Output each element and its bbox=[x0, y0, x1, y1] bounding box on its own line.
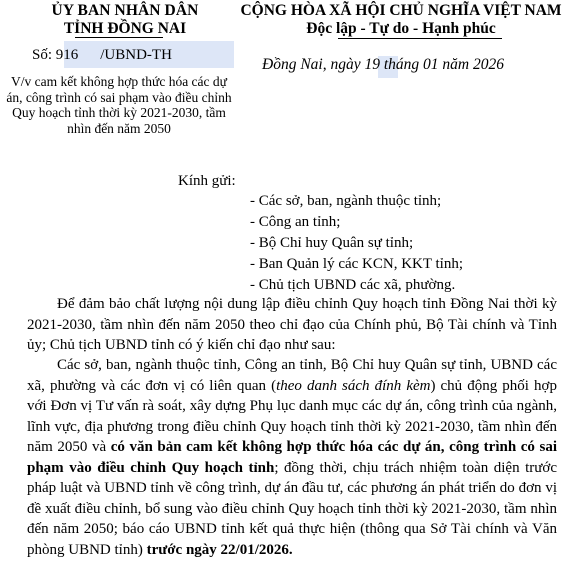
greeting: Kính gửi: bbox=[178, 173, 236, 189]
national-heading bbox=[228, 2, 574, 38]
national-motto: Độc lập - Tự do - Hạnh phúc bbox=[306, 20, 496, 37]
place-and-date bbox=[262, 55, 504, 75]
nation-name: CỘNG HÒA XÃ HỘI CHỦ NGHĨA VIỆT NAM bbox=[240, 2, 562, 19]
p2-text-3: ) chủ động phối hợp với Đơn vị Tư vấn rà soát, xây dựng Phụ lục danh mục các dự án, công trình của ngành, lĩnh vực, địa phương trong điều chỉnh Quy hoạch tỉnh thời kỳ 2021-2030, tầm nhìn đến năm 2050 và bbox=[27, 377, 557, 455]
body-paragraph-1: Để đảm bảo chất lượng nội dung lập điều chỉnh Quy hoạch tỉnh Đồng Nai thời kỳ 2021-2030, tầm nhìn đến năm 2050 theo chỉ đạo của Chính phủ, Bộ Tài chính và Tỉnh ủy; Chủ tịch UBND tỉnh có ý kiến chỉ đạo như sau: bbox=[27, 296, 557, 353]
recipient-item: - Công an tỉnh; bbox=[250, 214, 341, 230]
motto-underline bbox=[338, 38, 502, 39]
document-number-suffix: /UBND-TH bbox=[100, 47, 172, 63]
p2-bold-commitment: có văn bản cam kết không hợp thức hóa các dự án, công trình có sai phạm vào điều chỉnh Quy hoạch tỉnh bbox=[27, 439, 557, 476]
date-place: Đồng Nai, ngày bbox=[262, 56, 365, 73]
p2-text-1: Các sở, ban, ngành thuộc tỉnh, Công an tỉnh, Bộ Chỉ huy Quân sự tỉnh, UBND các xã, phường và các đơn vị có liên quan ( bbox=[27, 357, 557, 394]
letter-subject: V/v cam kết không hợp thức hóa các dự án, công trình có sai phạm vào điều chỉnh Quy hoạch tỉnh thời kỳ 2021-2030, tầm nhìn đến năm 2050 bbox=[6, 74, 232, 136]
agency-line-1: ỦY BAN NHÂN DÂN bbox=[51, 2, 199, 19]
recipient-list bbox=[250, 191, 463, 296]
recipient-item: - Bộ Chỉ huy Quân sự tỉnh; bbox=[250, 235, 414, 251]
recipient-item: - Chủ tịch UBND các xã, phường. bbox=[250, 277, 456, 293]
body-paragraph-2 bbox=[27, 355, 557, 560]
issuing-agency bbox=[2, 2, 248, 38]
date-rest: tháng 01 năm 2026 bbox=[379, 56, 504, 73]
p2-bold-deadline: trước ngày 22/01/2026. bbox=[146, 541, 293, 558]
p2-text-5: ; đồng thời, chịu trách nhiệm toàn diện trước pháp luật và UBND tỉnh về công trình, dự án đầu tư, các phương án phát triển do đơn vị đề xuất điều chỉnh, bổ sung vào điều chỉnh Quy hoạch tỉnh thời kỳ 2021-2030, tầm nhìn đến năm 2050; báo cáo UBND tỉnh kết quả thực hiện (thông qua Sở Tài chính và Văn phòng UBND tỉnh) bbox=[27, 459, 557, 558]
agency-underline bbox=[75, 37, 163, 38]
document-number-prefix: Số: 916 bbox=[32, 47, 79, 63]
document-number bbox=[32, 45, 172, 65]
agency-line-2: TỈNH ĐỒNG NAI bbox=[63, 20, 187, 37]
recipient-item: - Các sở, ban, ngành thuộc tỉnh; bbox=[250, 193, 442, 209]
date-day: 19 bbox=[364, 56, 380, 73]
p2-italic-attachment: theo danh sách đính kèm bbox=[276, 377, 431, 394]
recipient-item: - Ban Quản lý các KCN, KKT tỉnh; bbox=[250, 256, 464, 272]
